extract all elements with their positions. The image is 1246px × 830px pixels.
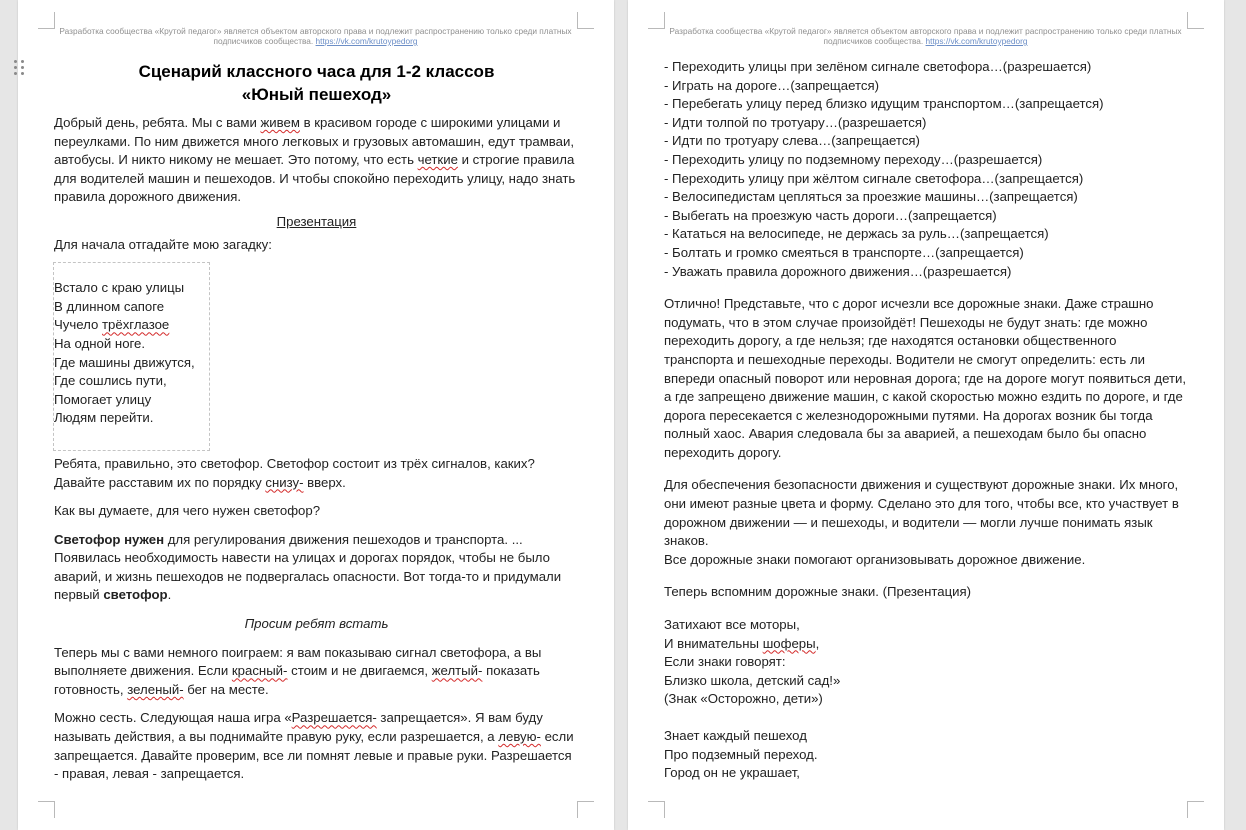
spellcheck-word[interactable]: шоферы: [762, 635, 816, 651]
spellcheck-word[interactable]: левую-: [498, 729, 541, 745]
spellcheck-word[interactable]: снизу-: [265, 474, 304, 490]
spellcheck-word[interactable]: желтый-: [431, 663, 483, 679]
poem-line: Помогает улицу: [54, 391, 152, 407]
document-page-right: [628, 0, 1224, 830]
list-item: - Переходить улицу при жёлтом сигнале светофора…(запрещается): [664, 170, 1084, 186]
spellcheck-word[interactable]: трёхглазое: [102, 317, 170, 333]
poem-line: Затихают все моторы,: [664, 617, 800, 633]
poem-line: Людям перейти.: [54, 410, 154, 426]
page-body: [54, 60, 579, 784]
copyright-notice: Разработка сообщества «Крутой педагог» является объектом авторского права и подлежит распространению только среди платных подписчиков сообщества.: [59, 26, 572, 46]
question-paragraph: Как вы думаете, для чего нужен светофор?: [54, 503, 321, 519]
game1-paragraph: Теперь мы с вами немного поиграем: я вам показываю сигнал светофора, а вы выполняете движения. Если красный- стоим и не двигаемся, желтый- показать готовность, зеленый- бег на месте.: [54, 644, 542, 697]
spellcheck-word[interactable]: зеленый-: [127, 681, 184, 697]
poem-line: Город он не украшает,: [664, 765, 800, 781]
poem-line: Встало с краю улицы: [54, 280, 185, 296]
list-item: - Переходить улицу по подземному переходу…(разрешается): [664, 151, 1043, 167]
poem-line: Где сошлись пути,: [54, 373, 167, 389]
community-link[interactable]: https://vk.com/krutoypedorg: [315, 36, 418, 46]
answer-paragraph: Ребята, правильно, это светофор. Светофор состоит из трёх сигналов, каких? Давайте расставим их по порядку снизу- вверх.: [54, 455, 535, 490]
organize-paragraph: Все дорожные знаки помогают организовывать дорожное движение.: [664, 551, 1086, 567]
list-item: - Перебегать улицу перед близко идущим транспортом…(запрещается): [664, 96, 1104, 112]
spellcheck-word[interactable]: четкие: [417, 152, 458, 168]
list-item: - Велосипедистам цепляться за проезжие машины…(запрещается): [664, 189, 1078, 205]
poem-line: Если знаки говорят:: [664, 654, 786, 670]
page-margin-corner: [1187, 801, 1204, 818]
page-margin-corner: [577, 801, 594, 818]
sign-poem-1: [664, 616, 1189, 709]
spellcheck-word[interactable]: живем: [260, 115, 300, 130]
intro-paragraph: Добрый день, ребята. Мы с вами живем в красивом городе с широкими улицами и переулками. По ним движется много легковых и грузовых автомашин, едут трамваи, автобусы. И никто никому не мешает. Это потому, что есть четкие и строгие правила для водителей машин и пешеходов. И чтобы спокойно переходить улицу, надо знать правила дорожного движения.: [54, 115, 576, 205]
why-paragraph: Светофор нужен для регулирования движения пешеходов и транспорта. ... Появилась необходимость навести на улицах и дорогах порядок, чтобы не было аварий, и жизнь пешеходов не подвергалась опасности. Вот тогда-то и придумали первый светофор.: [54, 531, 562, 603]
page-margin-corner: [648, 801, 665, 818]
drag-handle-icon[interactable]: [14, 60, 26, 80]
list-item: - Кататься на велосипеде, не держась за руль…(запрещается): [664, 226, 1049, 242]
stand-instruction: Просим ребят встать: [244, 616, 389, 632]
spellcheck-word[interactable]: Разрешается-: [291, 710, 377, 726]
document-title-line2: «Юный пешеход»: [241, 85, 392, 104]
list-item: - Играть на дороге…(запрещается): [664, 77, 879, 93]
presentation-label: Презентация: [276, 213, 357, 229]
poem-line: На одной ноге.: [54, 335, 146, 351]
poem-line: И внимательны шоферы,: [664, 635, 820, 651]
document-title-line1: Сценарий классного часа для 1-2 классов: [138, 62, 495, 81]
list-item: - Переходить улицы при зелёном сигнале светофора…(разрешается): [664, 59, 1092, 74]
list-item: - Уважать правила дорожного движения…(разрешается): [664, 263, 1012, 279]
page-margin-corner: [38, 801, 55, 818]
poem-line: Знает каждый пешеход: [664, 728, 807, 743]
safety-paragraph: Для обеспечения безопасности движения и существуют дорожные знаки. Их много, они имеют разные цвета и форму. Сделано это для того, чтобы все, кто участвует в дорожном движении — и пешеходы, и водители — могли лучше понимать язык знаков.: [664, 477, 1179, 549]
poem-line: (Знак «Осторожно, дети»): [664, 691, 823, 707]
copyright-notice: Разработка сообщества «Крутой педагог» является объектом авторского права и подлежит распространению только среди платных подписчиков сообщества.: [669, 26, 1182, 46]
poem-line: В длинном сапоге: [54, 298, 165, 314]
poem-line: Где машины движутся,: [54, 354, 195, 370]
list-item: - Выбегать на проезжую часть дороги…(запрещается): [664, 207, 997, 223]
page-body: [664, 58, 1189, 783]
rules-list: [664, 58, 1189, 281]
signs-paragraph: Отлично! Представьте, что с дорог исчезли все дорожные знаки. Даже страшно подумать, что в этом случае произойдёт! Пешеходы не будут знать: где можно переходить дорогу, а где нельзя; где находятся остановки общественного транспорта и пешеходные переходы. Водители не смогут определить: есть ли впереди опасный поворот или неровная дорога; где на дороге могут появиться дети, а где запрещено движение машин, с какой скоростью можно ездить по дороге, и где дорога пересекается с железнодорожными путями. На дорогах возник бы тогда полный хаос. Авария следовала бы за аварией, а пешеходам было бы опасно переходить дорогу.: [664, 296, 1187, 460]
page-header: [658, 26, 1193, 46]
document-page-left: [18, 0, 614, 830]
spellcheck-word[interactable]: красный-: [231, 663, 288, 679]
riddle-intro: Для начала отгадайте мою загадку:: [54, 236, 272, 252]
list-item: - Болтать и громко смеяться в транспорте…(запрещается): [664, 244, 1024, 260]
community-link[interactable]: https://vk.com/krutoypedorg: [925, 36, 1028, 46]
poem-line: Близко школа, детский сад!»: [664, 672, 841, 688]
list-item: - Идти по тротуару слева…(запрещается): [664, 133, 920, 149]
poem-line: Чучело трёхглазое: [54, 317, 170, 333]
sign-poem-2: [664, 727, 1189, 783]
recall-paragraph: Теперь вспомним дорожные знаки. (Презентация): [664, 584, 972, 600]
riddle-poem-box: [53, 262, 210, 451]
page-header: [48, 26, 583, 46]
poem-line: Про подземный переход.: [664, 746, 818, 762]
list-item: - Идти толпой по тротуару…(разрешается): [664, 114, 927, 130]
game2-paragraph: Можно сесть. Следующая наша игра «Разрешается- запрещается». Я вам буду называть действия, а вы поднимайте правую руку, если разрешается, а левую- если запрещается. Давайте проверим, все ли помнят левые и правые руки. Разрешается - правая, левая - запрещается.: [54, 710, 574, 782]
